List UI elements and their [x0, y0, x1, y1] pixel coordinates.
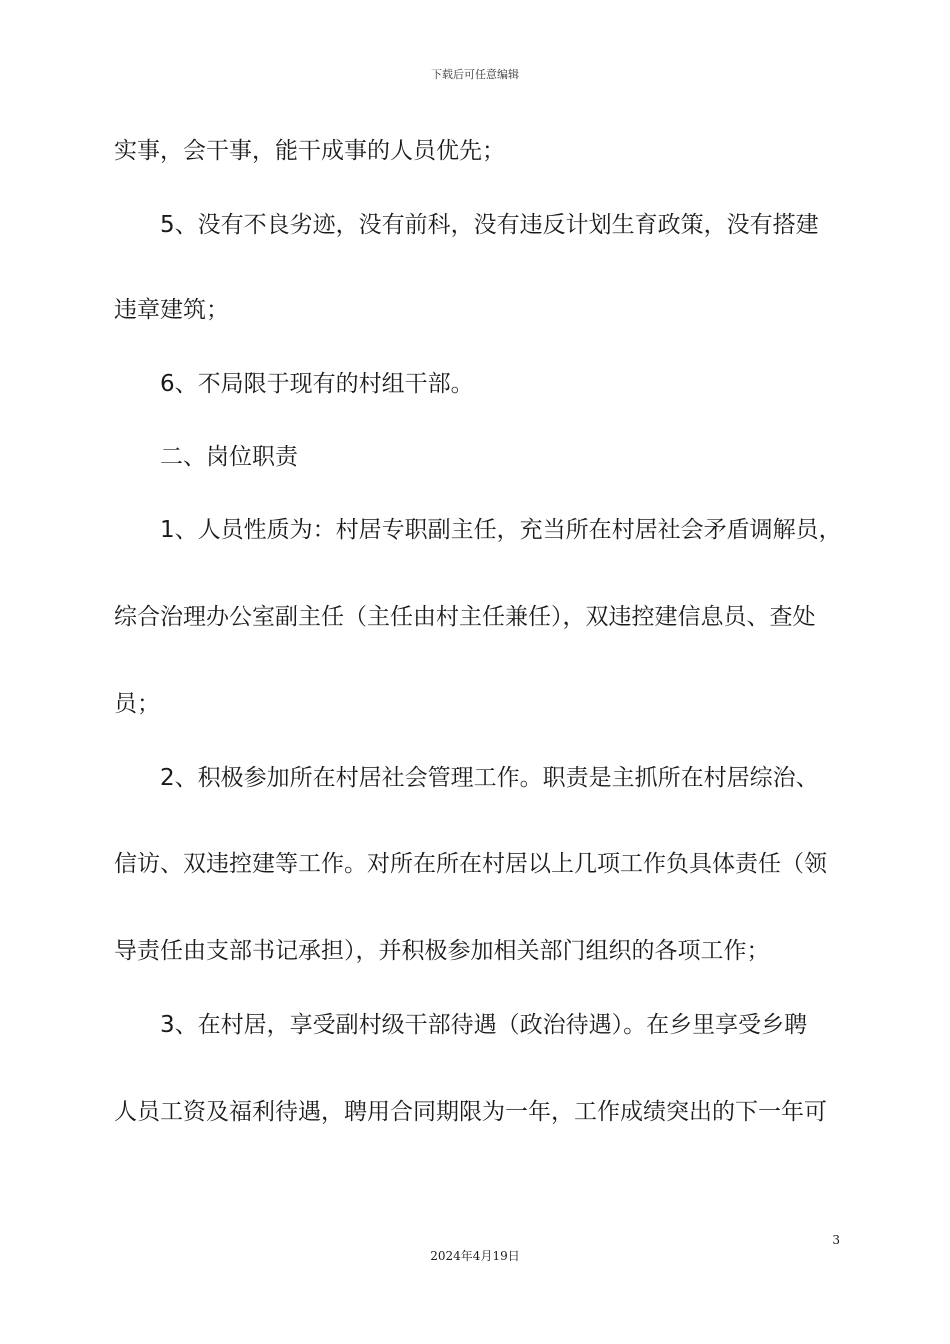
page-number: 3	[832, 1233, 840, 1247]
page-header: 下载后可任意编辑	[431, 68, 519, 81]
body-line-1: 实事，会干事，能干成事的人员优先；	[114, 138, 505, 164]
body-line-3: 违章建筑；	[114, 297, 229, 323]
body-line-13: 人员工资及福利待遇，聘用合同期限为一年，工作成绩突出的下一年可	[114, 1099, 827, 1125]
section-heading: 二、岗位职责	[160, 444, 298, 470]
body-line-11: 导责任由支部书记承担），并积极参加相关部门组织的各项工作；	[114, 938, 770, 964]
body-line-2: 5、没有不良劣迹，没有前科，没有违反计划生育政策，没有搭建	[160, 212, 819, 238]
body-line-9: 2、积极参加所在村居社会管理工作。职责是主抓所在村居综治、	[160, 765, 819, 791]
body-line-7: 综合治理办公室副主任（主任由村主任兼任），双违控建信息员、查处	[114, 604, 816, 630]
body-line-10: 信访、双违控建等工作。对所在所在村居以上几项工作负具体责任（领	[114, 851, 827, 877]
page-footer-date: 2024年4月19日	[430, 1249, 520, 1263]
body-line-4: 6、不局限于现有的村组干部。	[160, 371, 474, 397]
body-line-12: 3、在村居，享受副村级干部待遇（政治待遇）。在乡里享受乡聘	[160, 1012, 808, 1038]
body-line-8: 员；	[114, 691, 160, 717]
body-line-6: 1、人员性质为：村居专职副主任，充当所在村居社会矛盾调解员，	[160, 517, 842, 543]
